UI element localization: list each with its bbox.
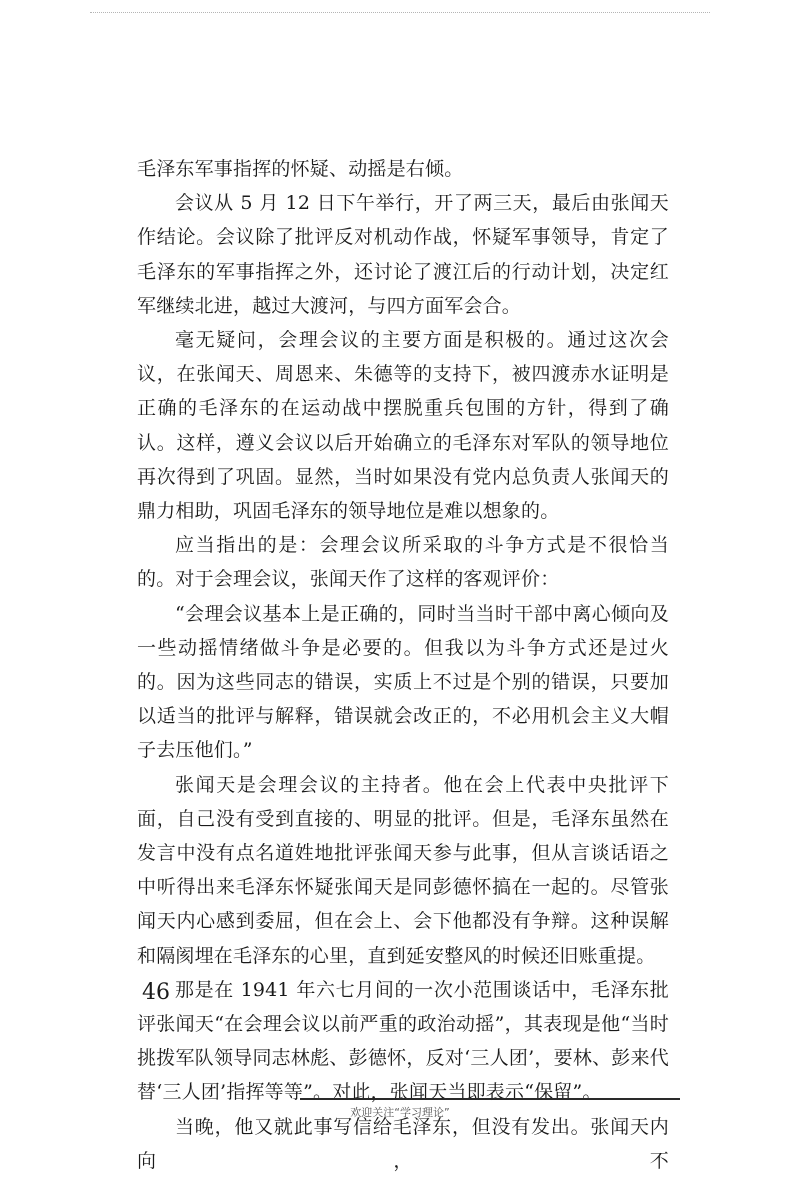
top-scan-rule <box>90 12 710 13</box>
page-number: 46 <box>142 980 170 1005</box>
paragraph-2: 会议从 5 月 12 日下午举行，开了两三天，最后由张闻天作结论。会议除了批评反对机动作战，怀疑军事领导，肯定了毛泽东的军事指挥之外，还讨论了渡江后的行动计划，决定红军继续北进，越过大渡河，与四方面军会合。 <box>137 192 669 317</box>
paragraph-1: 毛泽东军事指挥的怀疑、动摇是右倾。 <box>137 158 464 180</box>
paragraph-7: 那是在 1941 年六七月间的一次小范围谈话中，毛泽东批评张闻天“在会理会议以前严重的政治动摇”，其表现是他“当时挑拨军队领导同志林彪、彭德怀，反对‘三人团’，要林、彭来代替‘三人团’指挥等等”。对此，张闻天当即表示“保留”。 <box>137 978 669 1104</box>
paragraph-6: 张闻天是会理会议的主持者。他在会上代表中央批评下面，自己没有受到直接的、明显的批评。但是，毛泽东虽然在发言中没有点名道姓地批评张闻天参与此事，但从言谈话语之中听得出来毛泽东怀疑张闻天是同彭德怀搞在一起的。尽管张闻天内心感到委屈，但在会上、会下他都没有争辩。这种误解和隔阂埋在毛泽东的心里，直到延安整风的时候还旧账重提。 <box>137 773 669 967</box>
paragraph-5-quote: “会理会议基本上是正确的，同时当当时干部中离心倾向及一些动摇情绪做斗争是必要的。但我以为斗争方式还是过火的。因为这些同志的错误，实质上不过是个别的错误，只要加以适当的批评与解释，错误就会改正的，不必用机会主义大帽子去压他们。” <box>137 602 669 762</box>
footer-watermark-text: 欢迎关注“学习理论” <box>350 1106 450 1119</box>
bottom-scan-rule <box>300 1098 680 1100</box>
paragraph-3: 毫无疑问，会理会议的主要方面是积极的。通过这次会议，在张闻天、周恩来、朱德等的支持下，被四渡赤水证明是正确的毛泽东的在运动战中摆脱重兵包围的方针，得到了确认。这样，遵义会议以后开始确立的毛泽东对军队的领导地位再次得到了巩固。显然，当时如果没有党内总负责人张闻天的鼎力相助，巩固毛泽东的领导地位是难以想象的。 <box>137 329 669 523</box>
paragraph-4: 应当指出的是：会理会议所采取的斗争方式是不很恰当的。对于会理会议，张闻天作了这样的客观评价： <box>137 534 669 591</box>
body-text <box>137 152 669 1178</box>
paragraph-8: 当晚，他又就此事写信给毛泽东，但没有发出。张闻天内向，不 <box>137 1115 669 1172</box>
